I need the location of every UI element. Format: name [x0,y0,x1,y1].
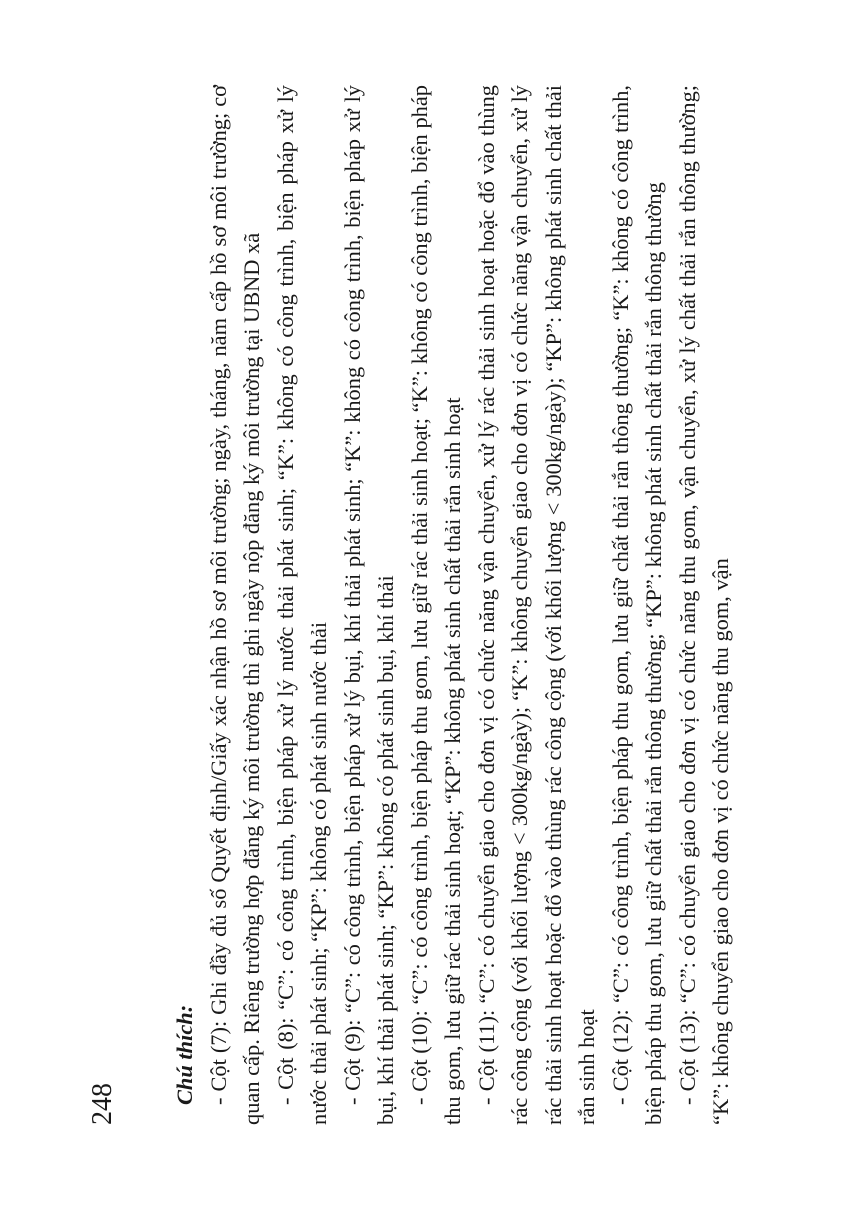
note-column-7: - Cột (7): Ghi đầy đủ số Quyết định/Giấy xác nhận hồ sơ môi trường; ngày, tháng, năm cấp hồ sơ môi trường; cơ quan cấp. Riêng trường hợp đăng ký môi trường thì ghi ngày nộp đăng ký môi trường tại UBND xã [205,85,264,1125]
rotated-content [88,85,768,1125]
page-number: 248 [87,1083,118,1125]
note-column-10: - Cột (10): “C”: có công trình, biện pháp thu gom, lưu giữ rác thải sinh hoạt; “K”: không có công trình, biện pháp thu gom, lưu giữ rác thải sinh hoạt; “KP”: không phát sinh chất thải rắn sinh hoạt [406,85,465,1125]
note-column-9: - Cột (9): “C”: có công trình, biện pháp xử lý bụi, khí thải phát sinh; “K”: không có công trình, biện pháp xử lý bụi, khí thải phát sinh; “KP”: không có phát sinh bụi, khí thải [339,85,398,1125]
note-column-11: - Cột (11): “C”: có chuyển giao cho đơn vị có chức năng vận chuyển, xử lý rác thải sinh hoạt hoặc đổ vào thùng rác công cộng (với khối lượng < 300kg/ngày); “K”: không chuyển giao cho đơn vị có chức năng vận chuyển, xử lý rác thải sinh hoạt hoặc đổ vào thùng rác công cộng (với khối lượng < 300kg/ngày); “KP”: không phát sinh chất thải rắn sinh hoạt [473,85,599,1125]
note-column-8: - Cột (8): “C”: có công trình, biện pháp xử lý nước thải phát sinh; “K”: không có công trình, biện pháp xử lý nước thải phát sinh; “KP”: không có phát sinh nước thải [272,85,331,1125]
note-column-13: - Cột (13): “C”: có chuyển giao cho đơn vị có chức năng thu gom, vận chuyển, xử lý chất thải rắn thông thường; “K”: không chuyển giao cho đơn vị có chức năng thu gom, vận [674,85,733,1125]
notes-heading: Chú thích: [172,1004,197,1105]
note-column-12: - Cột (12): “C”: có công trình, biện pháp thu gom, lưu giữ chất thải rắn thông thường; “K”: không có công trình, biện pháp thu gom, lưu giữ chất thải rắn thông thường; “KP”: không phát sinh chất thải rắn thông thường [607,85,666,1125]
notes-body [168,85,738,1125]
